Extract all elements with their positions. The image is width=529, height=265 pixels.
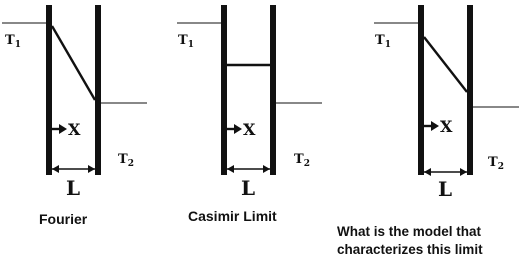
panel-fourier — [2, 5, 147, 227]
temperature-profile-linear — [52, 26, 95, 100]
x-arrow-head — [431, 121, 439, 131]
l-arrow-right — [88, 165, 95, 173]
caption-line: Fourier — [39, 211, 88, 227]
l-label: L — [66, 176, 81, 200]
x-arrow-head — [59, 124, 67, 134]
x-label: X — [243, 120, 256, 139]
left-wall — [418, 5, 424, 175]
t2-label: $T_2$ — [488, 155, 504, 172]
right-wall — [270, 5, 276, 175]
caption-line: Casimir Limit — [188, 208, 277, 224]
x-arrow-head — [234, 124, 242, 134]
l-arrow-left — [227, 165, 234, 173]
caption — [337, 224, 482, 239]
x-label: X — [440, 117, 453, 136]
l-arrow-left — [52, 165, 59, 173]
t1-label: $T_1$ — [5, 33, 21, 50]
t2-label: $T_2$ — [294, 152, 310, 169]
caption-line: What is the model that — [337, 224, 482, 239]
left-wall — [221, 5, 227, 175]
temperature-profile-with-jumps — [424, 37, 467, 92]
right-wall — [467, 5, 473, 175]
l-arrow-left — [424, 168, 431, 176]
caption — [39, 211, 88, 227]
caption — [337, 242, 483, 257]
panel-unknown-model — [337, 5, 519, 257]
l-arrow-right — [263, 165, 270, 173]
caption-line: characterizes this limit — [337, 242, 483, 257]
t2-label: $T_2$ — [118, 152, 134, 169]
t1-label: $T_1$ — [375, 33, 391, 50]
l-arrow-right — [460, 168, 467, 176]
x-label: X — [68, 120, 81, 139]
right-wall — [95, 5, 101, 175]
t1-label: $T_1$ — [178, 33, 194, 50]
panel-casimir — [177, 5, 322, 224]
l-label: L — [438, 177, 453, 201]
l-label: L — [241, 176, 256, 200]
left-wall — [46, 5, 52, 175]
caption — [188, 208, 277, 224]
